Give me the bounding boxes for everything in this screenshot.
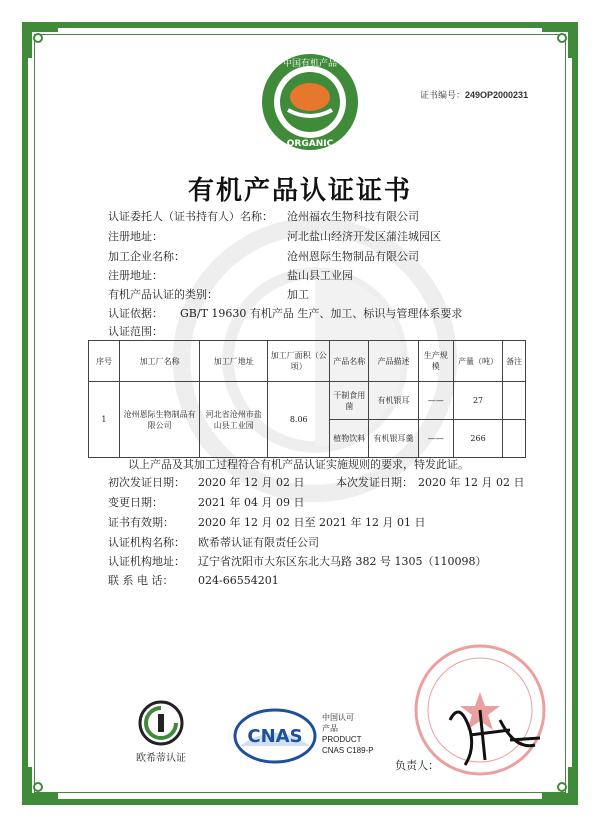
cell-note — [503, 382, 526, 420]
this-issue-value: 2020 年 12 月 02 日 — [418, 476, 525, 489]
cell-output: 266 — [453, 420, 502, 458]
cell-scale: —— — [418, 420, 453, 458]
header-product-name: 产品名称 — [330, 341, 369, 382]
header-scale: 生产规模 — [418, 341, 453, 382]
cell-no: 1 — [89, 382, 120, 458]
basis-label: 认证依据： — [108, 307, 163, 320]
cell-output: 27 — [453, 382, 502, 420]
certificate-number-label: 证书编号： — [420, 90, 466, 100]
header-area: 加工厂面积（公顷） — [268, 341, 330, 382]
category-label: 有机产品认证的类别： — [108, 288, 218, 301]
cell-area: 8.06 — [268, 382, 330, 458]
header-no: 序号 — [89, 341, 120, 382]
corner-ornament-icon — [540, 24, 576, 60]
issuer-address-label: 认证机构地址： — [108, 555, 185, 568]
signature-icon — [440, 690, 550, 775]
reg-address-value: 河北盐山经济开发区蒲洼城园区 — [287, 230, 441, 243]
client-row — [108, 210, 273, 224]
header-factory-address: 加工厂地址 — [200, 341, 268, 382]
statement: 以上产品及其加工过程符合有机产品认证实施规则的要求，特发此证。 — [128, 458, 469, 471]
cnas-caption — [322, 712, 374, 756]
reg-address-label: 注册地址： — [108, 230, 163, 243]
cell-product-name: 植物饮料 — [330, 420, 369, 458]
certificate-number-value: 249OP2000231 — [465, 90, 529, 100]
cnas-line1: 中国认可 — [322, 713, 354, 722]
cell-factory-name: 沧州恩际生物制品有限公司 — [119, 382, 199, 458]
header-product-desc: 产品描述 — [369, 341, 418, 382]
basis-value: GB/T 19630 有机产品 生产、加工、标识与管理体系要求 — [180, 307, 463, 320]
cell-factory-address: 河北省沧州市盐山县工业园 — [200, 382, 268, 458]
client-label: 认证委托人（证书持有人）名称： — [108, 210, 273, 223]
processor-address-label: 注册地址： — [108, 269, 163, 282]
page-title: 有机产品认证证书 — [187, 176, 412, 206]
header-note: 备注 — [503, 341, 526, 382]
cell-product-name: 干制食用菌 — [330, 382, 369, 420]
cnas-logo-icon — [232, 706, 318, 766]
validity-label: 证书有效期： — [108, 516, 174, 529]
logo-sub-text: ORGANIC — [286, 139, 334, 149]
change-date-value: 2021 年 04 月 09 日 — [198, 496, 305, 509]
cnas-text: CNAS — [247, 726, 303, 747]
issuer-name-label: 认证机构名称： — [108, 536, 185, 549]
issuer-phone-value: 024-66554201 — [198, 574, 279, 587]
certificate-number — [420, 88, 528, 101]
organic-logo-icon — [260, 52, 360, 152]
cell-product-desc: 有机银耳 — [369, 382, 418, 420]
ocea-label: 欧希蒂认证 — [136, 753, 186, 764]
cnas-line2: 产品 — [322, 724, 338, 733]
category-value: 加工 — [287, 288, 309, 301]
processor-label: 加工企业名称： — [108, 250, 185, 263]
issuer-address-value: 辽宁省沈阳市大东区东北大马路 382 号 1305（110098） — [198, 555, 487, 568]
scope-label: 认证范围： — [108, 325, 163, 338]
ocea-logo-icon — [138, 700, 184, 746]
validity-value: 2020 年 12 月 02 日至 2021 年 12 月 01 日 — [198, 516, 426, 529]
cnas-line3: PRODUCT — [322, 735, 362, 744]
header-factory-name: 加工厂名称 — [119, 341, 199, 382]
cell-note — [503, 420, 526, 458]
table-header-row — [89, 341, 526, 382]
client-value: 沧州福农生物科技有限公司 — [287, 210, 419, 223]
table-row — [89, 382, 526, 420]
product-table — [88, 340, 526, 458]
cnas-line4: CNAS C189-P — [322, 746, 374, 755]
corner-ornament-icon — [24, 765, 60, 801]
logo-ring-text: 中国有机产品 — [282, 59, 338, 69]
change-date-label: 变更日期： — [108, 496, 163, 509]
processor-address-value: 盐山县工业园 — [287, 269, 353, 282]
processor-value: 沧州恩际生物制品有限公司 — [287, 250, 419, 263]
issuer-name-value: 欧希蒂认证有限责任公司 — [198, 536, 319, 549]
cell-scale: —— — [418, 382, 453, 420]
signer-label: 负责人： — [395, 759, 439, 772]
first-issue-value: 2020 年 12 月 02 日 — [198, 476, 305, 489]
first-issue-label: 初次发证日期： — [108, 476, 185, 489]
cell-product-desc: 有机银耳羹 — [369, 420, 418, 458]
issuer-phone-label: 联 系 电 话： — [108, 574, 174, 587]
corner-ornament-icon — [24, 24, 60, 60]
header-output: 产量（吨） — [453, 341, 502, 382]
this-issue-label: 本次发证日期： — [336, 476, 413, 489]
